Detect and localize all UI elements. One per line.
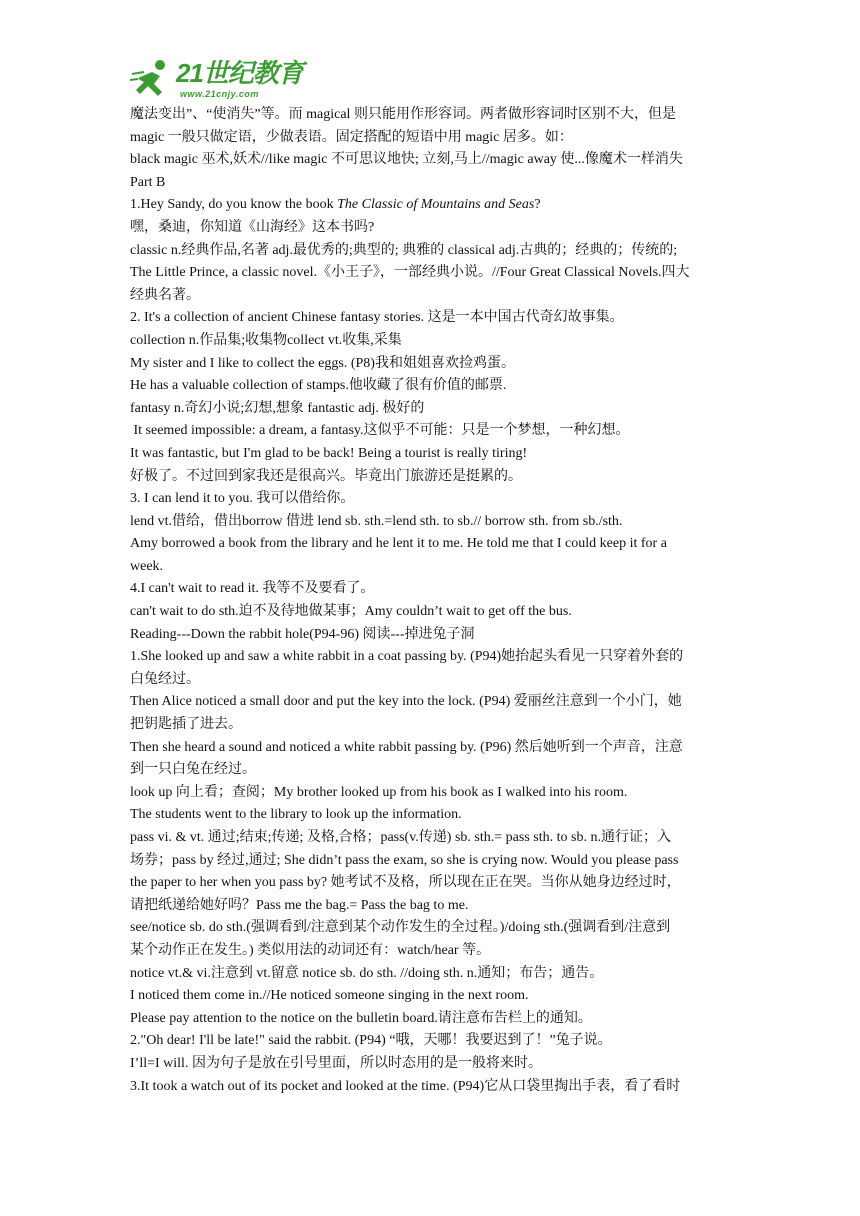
text-line: It seemed impossible: a dream, a fantasy.这似乎不可能：只是一个梦想，一种幻想。 [130, 423, 630, 439]
runner-logo-icon [130, 58, 174, 102]
text-line: 某个动作正在发生。) 类似用法的动词还有：watch/hear 等。 [130, 942, 491, 958]
logo-url: www.21cnjy.com [180, 89, 259, 99]
text-line: 1.Hey Sandy, do you know the book The Classic of Mountains and Seas? [130, 197, 541, 213]
text-line: 3.It took a watch out of its pocket and looked at the time. (P94)它从口袋里掏出手表，看了看时 [130, 1078, 681, 1094]
text-line: My sister and I like to collect the eggs. (P8)我和姐姐喜欢捡鸡蛋。 [130, 355, 515, 371]
text-line: 好极了。不过回到家我还是很高兴。毕竟出门旅游还是挺累的。 [130, 468, 522, 484]
text-line: It was fantastic, but I'm glad to be back! Being a tourist is really tiring! [130, 445, 528, 461]
text-line: collection n.作品集;收集物collect vt.收集,采集 [130, 332, 402, 348]
text-line: 1.She looked up and saw a white rabbit in a coat passing by. (P94)她抬起头看见一只穿着外套的 [130, 649, 684, 665]
text-line: pass vi. & vt. 通过;结束;传递; 及格,合格；pass(v.传递) sb. sth.= pass sth. to sb. n.通行证；入 [130, 830, 671, 845]
text-line: week. [130, 558, 164, 574]
text-line: 请把纸递给她好吗？Pass me the bag.= Pass the bag to me. [130, 897, 469, 913]
text-line: classic n.经典作品,名著 adj.最优秀的;典型的; 典雅的 classical adj.古典的；经典的；传统的; [130, 242, 678, 258]
text-line: magic 一般只做定语，少做表语。固定搭配的短语中用 magic 居多。如： [130, 129, 573, 145]
text-line: can't wait to do sth.迫不及待地做某事；Amy couldn’t wait to get off the bus. [130, 604, 572, 620]
logo-text: 21世纪教育 [176, 58, 303, 88]
text-line: 把钥匙插了进去。 [130, 717, 242, 733]
text-line: black magic 巫术,妖术//like magic 不可思议地快; 立刻,马上//magic away 使...像魔术一样消失 [130, 152, 683, 168]
text-line: 场券；pass by 经过,通过; She didn’t pass the exam, so she is crying now. Would you please pass [130, 852, 679, 868]
text-line: He has a valuable collection of stamps.他收藏了很有价值的邮票. [130, 378, 507, 394]
logo [130, 56, 303, 106]
text-line: the paper to her when you pass by? 她考试不及格，所以现在正在哭。当你从她身边经过时， [130, 875, 681, 891]
text-line: 白兔经过。 [130, 671, 200, 687]
text-line: 经典名著。 [130, 287, 200, 303]
text-line: 到一只白兔在经过。 [130, 762, 256, 778]
text-line: notice vt.& vi.注意到 vt.留意 notice sb. do sth. //doing sth. n.通知；布告；通告。 [130, 965, 604, 981]
text-line: fantasy n.奇幻小说;幻想,想象 fantastic adj. 极好的 [130, 400, 425, 416]
book-title: The Classic of Mountains and Seas [337, 197, 535, 213]
text-line: lend vt.借给，借出borrow 借进 lend sb. sth.=lend sth. to sb.// borrow sth. from sb./sth. [130, 513, 623, 529]
section-heading: Part B [130, 174, 166, 190]
text-line: I noticed them come in.//He noticed someone singing in the next room. [130, 988, 529, 1004]
text-line: look up 向上看；查阅；My brother looked up from his book as I walked into his room. [130, 784, 628, 800]
text-line: 4.I can't wait to read it. 我等不及要看了。 [130, 581, 375, 597]
text-line: 嘿，桑迪，你知道《山海经》这本书吗? [130, 219, 375, 235]
text-line: Please pay attention to the notice on the bulletin board.请注意布告栏上的通知。 [130, 1010, 592, 1026]
document-body [130, 104, 734, 1098]
text-line: 2."Oh dear! I'll be late!" said the rabbit. (P94) “哦，天哪！我要迟到了！”兔子说。 [130, 1033, 612, 1049]
text-line: I’ll=I will. 因为句子是放在引号里面，所以时态用的是一般将来时。 [130, 1055, 542, 1071]
text-line: 魔法变出”、“使消失”等。而 magical 则只能用作形容词。两者做形容词时区别不大，但是 [130, 107, 676, 122]
text-line: Then she heard a sound and noticed a white rabbit passing by. (P96) 然后她听到一个声音，注意 [130, 739, 683, 755]
text-line: The Little Prince, a classic novel.《小王子》，一部经典小说。//Four Great Classical Novels.四大 [130, 265, 690, 281]
section-heading: Reading---Down the rabbit hole(P94-96) 阅读---掉进兔子洞 [130, 626, 475, 642]
text-line: 3. I can lend it to you. 我可以借给你。 [130, 491, 355, 507]
text-line: The students went to the library to look up the information. [130, 807, 462, 823]
text-line: Then Alice noticed a small door and put the key into the lock. (P94) 爱丽丝注意到一个小门，她 [130, 694, 682, 710]
text-line: 2. It's a collection of ancient Chinese fantasy stories. 这是一本中国古代奇幻故事集。 [130, 310, 624, 326]
text-line: see/notice sb. do sth.(强调看到/注意到某个动作发生的全过程。)/doing sth.(强调看到/注意到 [130, 920, 671, 936]
text-line: Amy borrowed a book from the library and he lent it to me. He told me that I could keep it for a [130, 536, 667, 552]
